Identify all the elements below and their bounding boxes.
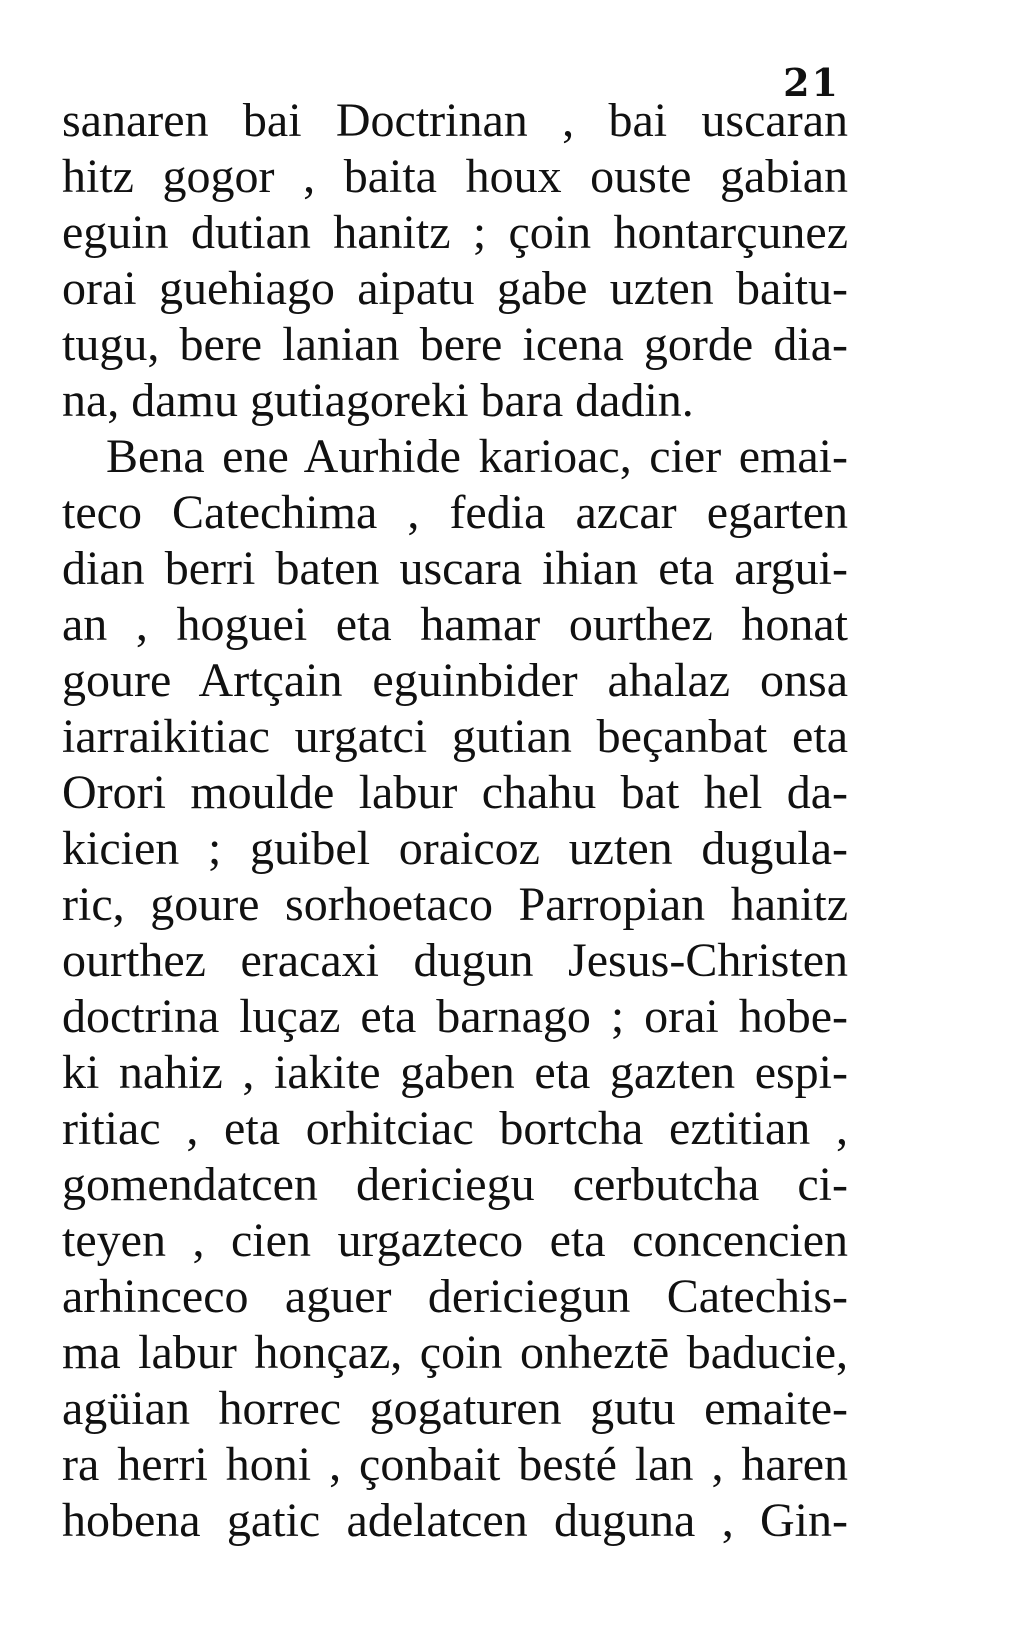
text-line: na, damu gutiagoreki bara dadin. — [62, 374, 694, 427]
text-line: hitz gogor , baita houx ouste gabian — [62, 150, 848, 203]
text-line: an , hoguei eta hamar ourthez honat — [62, 598, 848, 651]
text-line: Orori moulde labur chahu bat hel da- — [62, 766, 848, 819]
text-line: ric, goure sorhoetaco Parropian hanitz — [62, 878, 848, 931]
text-line: orai guehiago aipatu gabe uzten baitu- — [62, 262, 848, 315]
text-line: Bena ene Aurhide karioac, cier emai- — [106, 430, 848, 483]
text-line: teco Catechima , fedia azcar egarten — [62, 486, 848, 539]
page-number: 21 — [783, 60, 840, 105]
text-line: ki nahiz , iakite gaben eta gazten espi- — [62, 1046, 848, 1099]
text-line: eguin dutian hanitz ; çoin hontarçunez — [62, 206, 848, 259]
text-line: ra herri honi , çonbait besté lan , haren — [62, 1438, 848, 1491]
text-line: iarraikitiac urgatci gutian beçanbat eta — [62, 710, 848, 763]
body-text — [62, 92, 848, 1572]
text-line: dian berri baten uscara ihian eta argui- — [62, 542, 848, 595]
text-line: agüian horrec gogaturen gutu emaite- — [62, 1382, 848, 1435]
text-line: ma labur honçaz, çoin onheztē baducie, — [62, 1326, 848, 1379]
text-line: kicien ; guibel oraicoz uzten dugula- — [62, 822, 848, 875]
text-line: sanaren bai Doctrinan , bai uscaran — [62, 94, 848, 147]
text-line: ritiac , eta orhitciac bortcha eztitian , — [62, 1102, 848, 1155]
text-line: tugu, bere lanian bere icena gorde dia- — [62, 318, 848, 371]
text-line: gomendatcen dericiegu cerbutcha ci- — [62, 1158, 848, 1211]
text-line: teyen , cien urgazteco eta concencien — [62, 1214, 848, 1267]
text-line: doctrina luçaz eta barnago ; orai hobe- — [62, 990, 848, 1043]
text-line: arhinceco aguer dericiegun Catechis- — [62, 1270, 848, 1323]
text-line: ourthez eracaxi dugun Jesus-Christen — [62, 934, 848, 987]
text-line: hobena gatic adelatcen duguna , Gin- — [62, 1494, 848, 1547]
text-line: goure Artçain eguinbider ahalaz onsa — [62, 654, 848, 707]
